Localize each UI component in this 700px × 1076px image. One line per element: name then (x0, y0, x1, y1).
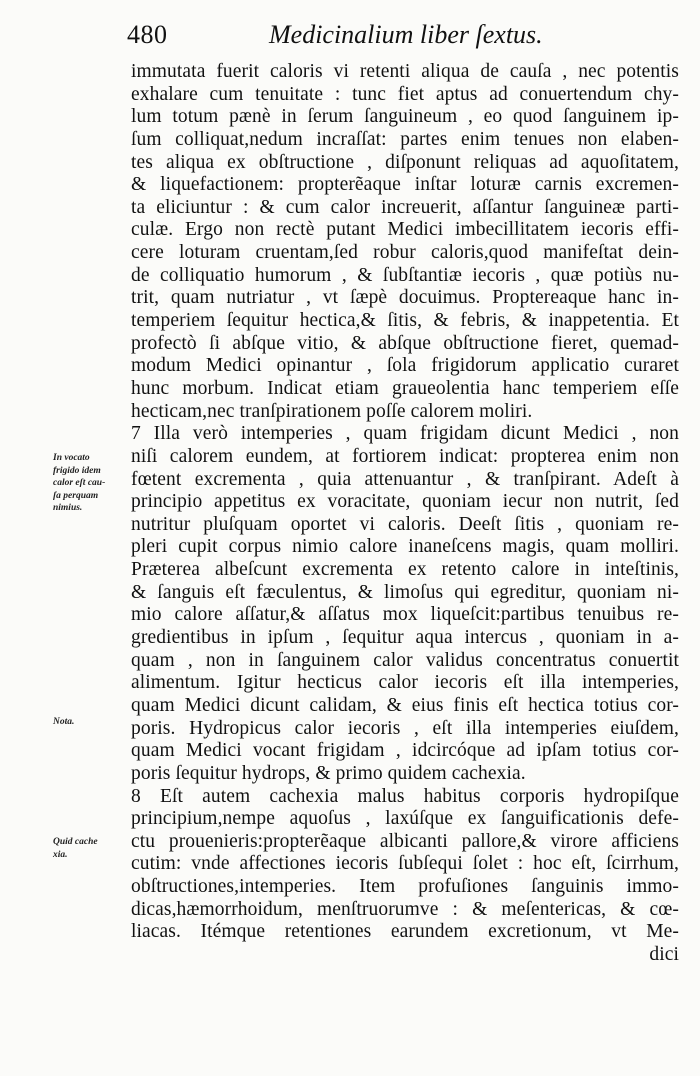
text-line: cere loturam cruentam,ſed robur caloris,quod manifeſtat dein- (131, 242, 679, 264)
marginal-note-line: Nota. (53, 717, 75, 727)
text-line: cutim: vnde affectiones iecoris ſubſequi ſolet : hoc eſt, ſcirrhum, (131, 853, 679, 875)
text-line: dici (649, 943, 679, 965)
marginal-note-line: ſa perquam (53, 490, 99, 501)
marginal-note-in-vocato (53, 452, 131, 515)
page-header (127, 14, 687, 54)
text-line: poris ſequitur hydrops, & primo quidem cachexia. (131, 762, 526, 784)
text-line: immutata fuerit caloris vi retenti aliqua de cauſa , nec potentis (131, 61, 679, 82)
marginal-note-line: calor eſt cau- (53, 478, 106, 488)
text-line: fœtent excrementa , quia attenuantur , & tranſpirant. Adeſt à (131, 468, 679, 490)
text-line: liacas. Itémque retentiones earundem excretionum, vt Me- (131, 921, 679, 943)
text-line: culæ. Ergo non rectè putant Medici imbecillitatem iecoris effi- (131, 219, 679, 241)
text-line: mio calore aſſatur,& aſſatus mox liqueſcit:partibus tenuibus re- (131, 604, 679, 626)
text-line: niſi calorem eundem, at fortiorem indicat: propterea enim non (131, 445, 679, 467)
text-line: quam , non in ſanguinem calor validus concentratus conuertit (131, 649, 679, 671)
text-line: dicas,hæmorrhoidum, menſtruorumve : & meſentericas, & cœ- (131, 898, 679, 920)
text-line: trit, quam nutriatur , vt ſæpè docuimus. Proptereaque hanc in- (131, 287, 679, 309)
text-line: ſum colliquat,nedum incraſſat: partes enim tenues non elaben- (131, 128, 679, 150)
main-text-block (131, 61, 679, 967)
text-line: principio appetitus ex voracitate, quoniam iecur non nutrit, ſed (131, 491, 679, 513)
marginal-note-line: Quid cache (53, 837, 98, 847)
text-line: poris. Hydropicus calor iecoris , eſt illa intemperies eiuſdem, (131, 717, 679, 739)
text-line: 7 Illa verò intemperies , quam frigidam dicunt Medici , non (131, 423, 679, 445)
text-line: quam Medici vocant frigidam , idcircóque ad ipſam totius cor- (131, 740, 679, 762)
text-line: modum Medici opinantur , ſola frigidorum applicatio curaret (131, 355, 679, 377)
text-line: temperiem ſequitur hectica,& ſitis, & febris, & inappetentia. Et (131, 310, 679, 332)
marginal-note-line: xia. (53, 849, 68, 860)
text-line: profectò ſi abſque vitio, & abſque obſtructione fieret, quemad- (131, 332, 679, 354)
text-line: ta eliciuntur : & cum calor increuerit, aſſantur ſanguineæ parti- (131, 196, 679, 218)
text-line: hecticam,nec tranſpirationem poſſe calorem moliri. (131, 400, 533, 422)
text-line: de colliquatio humorum , & ſubſtantiæ iecoris , quæ potiùs nu- (131, 264, 679, 286)
text-line: lum totum pænè in ſerum ſanguineum , eo quod ſanguinem ip- (131, 106, 679, 128)
running-title: Medicinalium liber ſextus. (269, 20, 543, 49)
text-line: principium,nempe aquoſus , laxúſque ex ſanguificationis defe- (131, 808, 679, 830)
text-line: Præterea albeſcunt excrementa ex retento calore in inteſtinis, (131, 559, 679, 581)
text-line: & ſanguis eſt fæculentus, & limoſus qui egreditur, quoniam ni- (131, 581, 679, 603)
page-number: 480 (127, 20, 168, 49)
text-line: tes aliqua ex obſtructione , diſponunt reliquas ad aquoſitatem, (131, 151, 679, 173)
text-line: hunc morbum. Indicat etiam graueolentia hanc temperiem eſſe (131, 377, 679, 399)
text-line: gredientibus in ipſum , ſequitur aqua intercus , quoniam in a- (131, 627, 679, 649)
text-line: pleri cupit corpus nimio calore inaneſcens magis, quam molliri. (131, 536, 679, 558)
marginal-note-quid-cachexia (53, 836, 131, 861)
text-line: 8 Eſt autem cachexia malus habitus corporis hydropiſque (131, 785, 679, 807)
text-line: ctu prouenieris:propterẽaque albicanti pallore,& virore afficiens (131, 830, 679, 852)
marginal-note-line: In vocato (53, 453, 90, 463)
marginal-note-line: frigido idem (53, 465, 101, 476)
text-line: alimentum. Igitur hecticus calor iecoris eſt illa intemperies, (131, 672, 679, 694)
text-line: & liquefactionem: propterẽaque inſtar loturæ carnis excremen- (131, 174, 679, 196)
text-line: quam Medici dicunt calidam, & eius finis eſt hectica totius cor- (131, 694, 679, 716)
text-line: nutritur pluſquam oportet vi caloris. Deeſt ſitis , quoniam re- (131, 513, 679, 535)
marginal-note-line: nimius. (53, 503, 83, 513)
text-line: obſtructiones,intemperies. Item profuſiones ſanguinis immo- (131, 876, 679, 898)
text-line: exhalare cum tenuitate : tunc fiet aptus ad conuertendum chy- (131, 83, 679, 105)
marginal-note-nota (53, 716, 131, 729)
